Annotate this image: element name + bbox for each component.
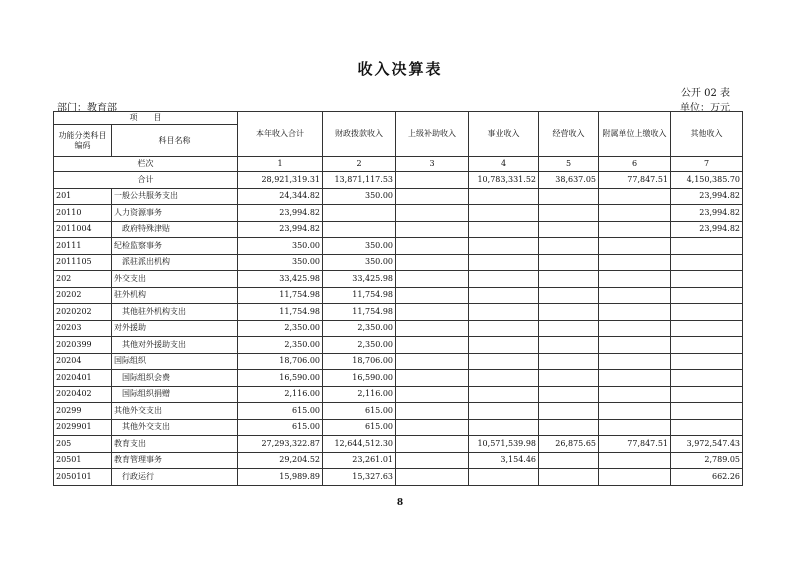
subject-code: 202 — [54, 271, 112, 288]
subject-name: 其他对外援助支出 — [112, 337, 238, 354]
amount-cell — [469, 188, 539, 205]
subject-name: 其他外交支出 — [112, 419, 238, 436]
amount-cell: 26,875.65 — [539, 436, 599, 453]
amount-cell — [599, 353, 671, 370]
amount-cell: 11,754.98 — [323, 287, 396, 304]
amount-cell — [396, 320, 469, 337]
amount-cell: 12,644,512.30 — [323, 436, 396, 453]
amount-cell: 23,261.01 — [323, 452, 396, 469]
subject-name: 教育管理事务 — [112, 452, 238, 469]
amount-cell — [671, 370, 743, 387]
header-index-4: 4 — [469, 157, 539, 172]
subject-code: 20202 — [54, 287, 112, 304]
header-col-7: 其他收入 — [671, 112, 743, 157]
amount-cell — [539, 337, 599, 354]
amount-cell — [599, 271, 671, 288]
header-index-label: 栏次 — [54, 157, 238, 172]
amount-cell — [396, 221, 469, 238]
subject-name: 国际组织 — [112, 353, 238, 370]
amount-cell — [469, 238, 539, 255]
amount-cell: 11,754.98 — [323, 304, 396, 321]
total-label: 合计 — [54, 172, 238, 189]
amount-cell — [539, 254, 599, 271]
amount-cell — [469, 370, 539, 387]
amount-cell — [671, 403, 743, 420]
amount-cell — [396, 304, 469, 321]
amount-cell — [671, 337, 743, 354]
amount-cell — [396, 287, 469, 304]
amount-cell: 2,350.00 — [238, 320, 323, 337]
table-row — [54, 320, 743, 337]
amount-cell: 15,989.89 — [238, 469, 323, 486]
amount-cell — [539, 452, 599, 469]
amount-cell — [599, 287, 671, 304]
subject-name: 其他外交支出 — [112, 403, 238, 420]
amount-cell — [671, 271, 743, 288]
unit-label: 单位：万元 — [680, 103, 730, 114]
amount-cell — [599, 370, 671, 387]
amount-cell: 24,344.82 — [238, 188, 323, 205]
amount-cell: 11,754.98 — [238, 304, 323, 321]
amount-cell — [396, 254, 469, 271]
header-col-5: 经营收入 — [539, 112, 599, 157]
table-row — [54, 452, 743, 469]
amount-cell: 3,154.46 — [469, 452, 539, 469]
table-row — [54, 188, 743, 205]
subject-name: 对外援助 — [112, 320, 238, 337]
subject-name: 一般公共服务支出 — [112, 188, 238, 205]
amount-cell — [599, 221, 671, 238]
subject-code: 201 — [54, 188, 112, 205]
subject-name: 驻外机构 — [112, 287, 238, 304]
amount-cell: 11,754.98 — [238, 287, 323, 304]
form-number: 公开 02 表 — [680, 88, 730, 99]
amount-cell: 18,706.00 — [238, 353, 323, 370]
subject-name: 其他驻外机构支出 — [112, 304, 238, 321]
table-row — [54, 436, 743, 453]
amount-cell: 615.00 — [323, 403, 396, 420]
total-value: 38,637.05 — [539, 172, 599, 189]
amount-cell — [539, 271, 599, 288]
amount-cell: 77,847.51 — [599, 436, 671, 453]
amount-cell — [469, 221, 539, 238]
amount-cell — [599, 419, 671, 436]
subject-name: 教育支出 — [112, 436, 238, 453]
amount-cell — [599, 188, 671, 205]
subject-code: 205 — [54, 436, 112, 453]
amount-cell — [539, 353, 599, 370]
revenue-table — [53, 111, 743, 486]
amount-cell — [539, 386, 599, 403]
amount-cell — [396, 436, 469, 453]
amount-cell — [469, 271, 539, 288]
subject-name: 国际组织会费 — [112, 370, 238, 387]
header-index-3: 3 — [396, 157, 469, 172]
subject-code: 2020399 — [54, 337, 112, 354]
amount-cell — [671, 238, 743, 255]
amount-cell: 16,590.00 — [323, 370, 396, 387]
amount-cell: 18,706.00 — [323, 353, 396, 370]
amount-cell — [469, 287, 539, 304]
amount-cell: 2,350.00 — [238, 337, 323, 354]
amount-cell — [539, 221, 599, 238]
table-row — [54, 469, 743, 486]
amount-cell — [396, 238, 469, 255]
header-index-7: 7 — [671, 157, 743, 172]
table-row — [54, 238, 743, 255]
subject-code: 20299 — [54, 403, 112, 420]
amount-cell: 10,571,539.98 — [469, 436, 539, 453]
header-index-1: 1 — [238, 157, 323, 172]
subject-code: 2011004 — [54, 221, 112, 238]
amount-cell — [396, 403, 469, 420]
subject-name: 政府特殊津贴 — [112, 221, 238, 238]
amount-cell — [671, 353, 743, 370]
amount-cell: 29,204.52 — [238, 452, 323, 469]
amount-cell: 23,994.82 — [238, 205, 323, 222]
amount-cell: 350.00 — [238, 254, 323, 271]
total-value: 77,847.51 — [599, 172, 671, 189]
amount-cell: 33,425.98 — [323, 271, 396, 288]
total-value: 28,921,319.31 — [238, 172, 323, 189]
amount-cell — [539, 419, 599, 436]
amount-cell — [396, 386, 469, 403]
amount-cell — [599, 304, 671, 321]
amount-cell: 615.00 — [238, 419, 323, 436]
amount-cell: 2,116.00 — [323, 386, 396, 403]
amount-cell — [539, 304, 599, 321]
amount-cell — [539, 188, 599, 205]
amount-cell — [469, 254, 539, 271]
subject-code: 20501 — [54, 452, 112, 469]
amount-cell — [323, 221, 396, 238]
amount-cell — [599, 254, 671, 271]
subject-name: 行政运行 — [112, 469, 238, 486]
amount-cell: 27,293,322.87 — [238, 436, 323, 453]
amount-cell — [396, 419, 469, 436]
total-value: 10,783,331.52 — [469, 172, 539, 189]
amount-cell — [599, 469, 671, 486]
amount-cell: 2,116.00 — [238, 386, 323, 403]
amount-cell — [671, 287, 743, 304]
amount-cell — [469, 205, 539, 222]
amount-cell: 615.00 — [238, 403, 323, 420]
subject-code: 2020202 — [54, 304, 112, 321]
amount-cell — [396, 353, 469, 370]
amount-cell — [599, 337, 671, 354]
subject-name: 人力资源事务 — [112, 205, 238, 222]
amount-cell — [599, 403, 671, 420]
table-row — [54, 337, 743, 354]
amount-cell: 662.26 — [671, 469, 743, 486]
subject-code: 20203 — [54, 320, 112, 337]
table-row — [54, 205, 743, 222]
amount-cell: 350.00 — [323, 238, 396, 255]
amount-cell — [469, 469, 539, 486]
table-row — [54, 304, 743, 321]
amount-cell — [323, 205, 396, 222]
total-value: 13,871,117.53 — [323, 172, 396, 189]
department-label: 部门：教育部 — [57, 103, 117, 114]
table-row — [54, 370, 743, 387]
amount-cell — [396, 271, 469, 288]
header-col-1: 本年收入合计 — [238, 112, 323, 157]
page-number: 8 — [396, 498, 404, 508]
amount-cell — [396, 452, 469, 469]
header-col-4: 事业收入 — [469, 112, 539, 157]
amount-cell: 615.00 — [323, 419, 396, 436]
amount-cell: 3,972,547.43 — [671, 436, 743, 453]
subject-code: 2020402 — [54, 386, 112, 403]
amount-cell: 350.00 — [323, 188, 396, 205]
table-row — [54, 386, 743, 403]
header-index-6: 6 — [599, 157, 671, 172]
amount-cell — [469, 353, 539, 370]
amount-cell — [599, 452, 671, 469]
header-index-5: 5 — [539, 157, 599, 172]
amount-cell — [539, 469, 599, 486]
amount-cell: 33,425.98 — [238, 271, 323, 288]
amount-cell — [469, 320, 539, 337]
amount-cell — [599, 205, 671, 222]
amount-cell — [539, 238, 599, 255]
table-row — [54, 254, 743, 271]
subject-code: 20111 — [54, 238, 112, 255]
subject-name: 派驻派出机构 — [112, 254, 238, 271]
amount-cell — [599, 238, 671, 255]
amount-cell — [469, 337, 539, 354]
header-project: 项 目 — [54, 112, 238, 125]
total-row — [54, 172, 743, 189]
amount-cell — [469, 419, 539, 436]
amount-cell — [396, 188, 469, 205]
header-index-2: 2 — [323, 157, 396, 172]
table-row — [54, 271, 743, 288]
amount-cell — [599, 386, 671, 403]
header-func-code: 功能分类科目编码 — [54, 125, 112, 157]
amount-cell: 15,327.63 — [323, 469, 396, 486]
total-value: 4,150,385.70 — [671, 172, 743, 189]
amount-cell — [671, 304, 743, 321]
amount-cell — [396, 205, 469, 222]
table-row — [54, 419, 743, 436]
subject-code: 2011105 — [54, 254, 112, 271]
subject-code: 2020401 — [54, 370, 112, 387]
total-value — [396, 172, 469, 189]
amount-cell — [469, 386, 539, 403]
amount-cell — [539, 287, 599, 304]
amount-cell: 2,350.00 — [323, 337, 396, 354]
subject-name: 纪检监察事务 — [112, 238, 238, 255]
subject-code: 2050101 — [54, 469, 112, 486]
amount-cell — [671, 386, 743, 403]
table-row — [54, 221, 743, 238]
amount-cell — [671, 320, 743, 337]
amount-cell: 23,994.82 — [671, 188, 743, 205]
amount-cell: 16,590.00 — [238, 370, 323, 387]
subject-name: 国际组织捐赠 — [112, 386, 238, 403]
header-col-2: 财政拨款收入 — [323, 112, 396, 157]
amount-cell: 350.00 — [238, 238, 323, 255]
amount-cell: 2,789.05 — [671, 452, 743, 469]
amount-cell: 23,994.82 — [671, 221, 743, 238]
amount-cell: 2,350.00 — [323, 320, 396, 337]
amount-cell — [539, 205, 599, 222]
subject-code: 20204 — [54, 353, 112, 370]
table-row — [54, 353, 743, 370]
amount-cell — [396, 370, 469, 387]
amount-cell — [599, 320, 671, 337]
amount-cell — [539, 403, 599, 420]
amount-cell — [671, 419, 743, 436]
header-col-6: 附属单位上缴收入 — [599, 112, 671, 157]
amount-cell — [469, 304, 539, 321]
subject-name: 外交支出 — [112, 271, 238, 288]
amount-cell: 23,994.82 — [238, 221, 323, 238]
table-row — [54, 403, 743, 420]
amount-cell — [539, 320, 599, 337]
table-row — [54, 287, 743, 304]
amount-cell — [396, 337, 469, 354]
subject-code: 2029901 — [54, 419, 112, 436]
report-title: 收入决算表 — [357, 60, 443, 78]
amount-cell — [396, 469, 469, 486]
header-col-3: 上级补助收入 — [396, 112, 469, 157]
amount-cell — [671, 254, 743, 271]
amount-cell: 350.00 — [323, 254, 396, 271]
amount-cell — [539, 370, 599, 387]
amount-cell — [469, 403, 539, 420]
amount-cell: 23,994.82 — [671, 205, 743, 222]
subject-code: 20110 — [54, 205, 112, 222]
header-subject-name: 科目名称 — [112, 125, 238, 157]
